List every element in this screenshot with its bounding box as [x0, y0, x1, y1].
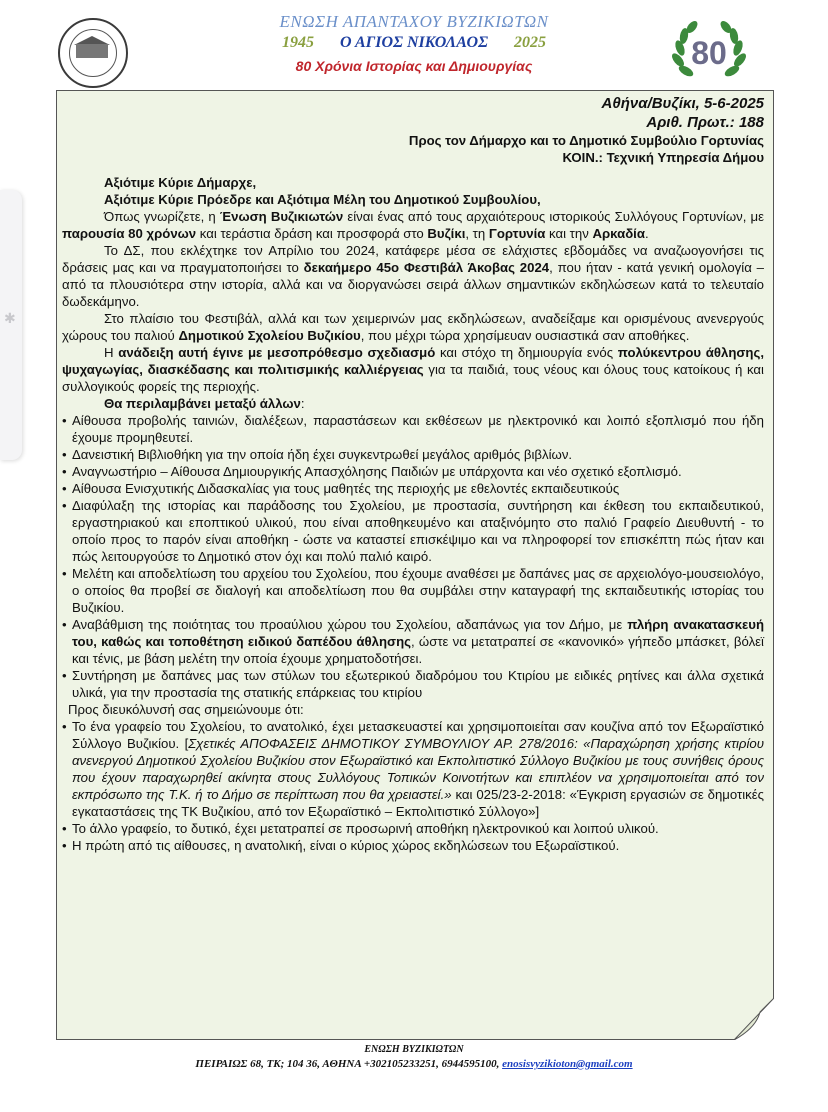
notes-list — [62, 718, 764, 854]
footer-org: ΕΝΩΣΗ ΒΥΖΙΚΙΩΤΩΝ — [364, 1044, 464, 1055]
laurel-80-badge-icon — [670, 18, 748, 84]
list-item: • Διαφύλαξη της ιστορίας και παράδοσης του Σχολείου, με προστασία, συντήρηση και έκθεση του εκπαιδευτικού, εργαστηριακού και εποπτικού υλικού, που είναι αποθηκευμένο και αταξινόμητο στο παλιό Γραφείο Διευθυντή - το οποίο προς το παρόν είναι αποθήκη - ώστε να καταστεί επισκέψιμο και να πληροφορεί τον επισκέπτη πώς ήταν και πώς λειτουργούσε το Δημοτικό στον όχι και πολύ παλιό καιρό. — [62, 497, 764, 565]
paragraph-4: Η ανάδειξη αυτή έγινε με μεσοπρόθεσμο σχεδιασμό και στόχο τη δημιουργία ενός πολύκεντρου άθλησης, ψυχαγωγίας, διασκέδασης και πολιτισμικής καλλιέργειας για τα παιδιά, τους νέους και όλους τους κατοίκους ή και συλλογικούς φορείς της περιοχής. — [62, 345, 764, 394]
letterhead — [0, 0, 828, 88]
footer-contact — [0, 1058, 828, 1070]
paragraph-1: Όπως γνωρίζετε, η Ένωση Βυζικιωτών είναι ένας από τους αρχαιότερους ιστορικούς Συλλόγους Γορτυνίων, με παρουσία 80 χρόνων και τεράστια δράση και προσφορά στο Βυζίκι, τη Γορτυνία και την Αρκαδία. — [62, 209, 764, 241]
list-item: • Μελέτη και αποδελτίωση του αρχείου του Σχολείου, που έχουμε αναθέσει με δαπάνες μας σε αρχειολόγο-μουσειολόγο, ο οποίος θα προβεί σε διαλογή και αποδελτίωση που θα συμβάλει στην καταγραφή της εκπαιδευτικής ιστορίας του Βυζικίου. — [62, 565, 764, 616]
footer-address: ΠΕΙΡΑΙΩΣ 68, ΤΚ; 104 36, ΑΘΗΝΑ +302105233251, 6944595100, — [195, 1058, 503, 1070]
list-item: • Δανειστική Βιβλιοθήκη για την οποία ήδη έχει συγκεντρωθεί μεγάλος αριθμός βιβλίων. — [62, 446, 764, 463]
list-item: • Αναβάθμιση της ποιότητας του προαύλιου χώρου του Σχολείου, αδαπάνως για τον Δήμο, με πλήρη ανακατασκευή του, καθώς και τοποθέτηση ειδικού δαπέδου άθλησης, ώστε να μετατραπεί σε «κανονικό» γήπεδο μπάσκετ, βόλεϊ και τένις, με βάση μελέτη την οποία έχουμε χρηματοδοτήσει. — [62, 616, 764, 667]
cc-line: ΚΟΙΝ.: Τεχνική Υπηρεσία Δήμου — [562, 150, 764, 165]
protocol-number: Αριθ. Πρωτ.: 188 — [646, 114, 764, 131]
org-name: ΕΝΩΣΗ ΑΠΑΝΤΑΧΟΥ ΒΥΖΙΚΙΩΤΩΝ — [279, 12, 549, 31]
place-date: Αθήνα/Βυζίκι, 5-6-2025 — [601, 95, 764, 112]
saint-name: Ο ΑΓΙΟΣ ΝΙΚΟΛΑΟΣ — [340, 34, 488, 51]
year-end: 2025 — [514, 34, 546, 51]
page-curl-icon — [734, 998, 774, 1040]
list-item: • Το άλλο γραφείο, το δυτικό, έχει μετατραπεί σε προσωρινή αποθήκη ηλεκτρονικού και λοιπού υλικού. — [62, 820, 764, 837]
badge-number: 80 — [691, 35, 727, 71]
list-item: • Η πρώτη από τις αίθουσες, η ανατολική, είναι ο κύριος χώρος εκδηλώσεων του Εξωραϊστικού. — [62, 837, 764, 854]
paragraph-2: Το ΔΣ, που εκλέχτηκε τον Απρίλιο του 2024, κατάφερε μέσα σε ελάχιστες εβδομάδες να αναζωογονήσει τις δράσεις μας και να πραγματοποιήσει το δεκαήμερο 45ο Φεστιβάλ Άκοβας 2024, που ήταν - κατά γενική ομολογία – από τα πλουσιότερα στην ιστορία, αλλά και να διοργανώσει σειρά άλλων σημαντικών εκδηλώσεων κατά το τελευταίο δωδεκάμηνο. — [62, 243, 764, 309]
list-item: • Αίθουσα Ενισχυτικής Διδασκαλίας για τους μαθητές της περιοχής με εθελοντές εκπαιδευτικούς — [62, 480, 764, 497]
list-item: • Αναγνωστήριο – Αίθουσα Δημιουργικής Απασχόλησης Παιδιών με υπάρχοντα και νέο σχετικό εξοπλισμό. — [62, 463, 764, 480]
paragraph-3: Στο πλαίσιο του Φεστιβάλ, αλλά και των χειμερινών μας εκδηλώσεων, αναδείξαμε και ορισμένους ανενεργούς χώρους του παλιού Δημοτικού Σχολείου Βυζικίου, που μέχρι τώρα χρησίμευαν ουσιαστικά σαν αποθήκες. — [62, 311, 764, 343]
year-start: 1945 — [282, 34, 314, 51]
recipient: Προς τον Δήμαρχο και το Δημοτικό Συμβούλιο Γορτυνίας — [408, 133, 764, 148]
side-tab[interactable] — [0, 190, 22, 460]
subtitle: 80 Χρόνια Ιστορίας και Δημιουργίας — [295, 58, 533, 74]
list-item: • Αίθουσα προβολής ταινιών, διαλέξεων, παραστάσεων και εκθέσεων με ηλεκτρονικό και λοιπό εξοπλισμό που ήδη έχουμε προμηθευτεί. — [62, 412, 764, 446]
clarification-heading: Προς διευκόλυνσή σας σημειώνουμε ότι: — [68, 702, 304, 717]
greeting-council: Αξιότιμε Κύριε Πρόεδρε και Αξιότιμα Μέλη του Δημοτικού Συμβουλίου, — [104, 192, 541, 207]
bluetooth-icon: ✱ — [4, 310, 16, 326]
includes-list — [62, 412, 764, 701]
includes-heading: Θα περιλαμβάνει μεταξύ άλλων: — [104, 396, 305, 411]
footer-email-link[interactable]: enosisvyzikioton@gmail.com — [502, 1058, 633, 1070]
list-item: • Το ένα γραφείο του Σχολείου, το ανατολικό, έχει μετασκευαστεί και χρησιμοποιείται σαν κουζίνα από τον Εξωραϊστικό Σύλλογο Βυζικίου. [Σχετικές ΑΠΟΦΑΣΕΙΣ ΔΗΜΟΤΙΚΟΥ ΣΥΜΒΟΥΛΙΟΥ ΑΡ. 278/2016: «Παραχώρηση χρήσης κτιρίου ανενεργού Δημοτικού Σχολείου Βυζικίου στον Εξωραϊστικό και Εκπολιτιστικό Σύλλογο Βυζικίου με τους συνήθεις όρους που έχουν παραχωρηθεί ακίνητα στους Συλλόγους Τοπικών Κοινοτήτων και επιπλέον να χρησιμοποιείται από τον εκπρόσωπο της Τ.Κ. ή το Δήμο σε περίπτωση που θα χρειαστεί.» και 025/23-2-2018: «Έγκριση εργασιών σε δημοτικές εγκαταστάσεις της ΤΚ Βυζικίου, από τον Εξωραϊστικό – Εκπολιτιστικό Σύλλογο»] — [62, 718, 764, 820]
greeting-mayor: Αξιότιμε Κύριε Δήμαρχε, — [104, 175, 257, 190]
letter-body — [62, 94, 764, 854]
list-item: • Συντήρηση με δαπάνες μας των στύλων του εξωτερικού διαδρόμου του Κτιρίου με ειδικές ρητίνες και άλλα σχετικά υλικά, για την προστασία της στατικής επάρκειας του κτιρίου — [62, 667, 764, 701]
